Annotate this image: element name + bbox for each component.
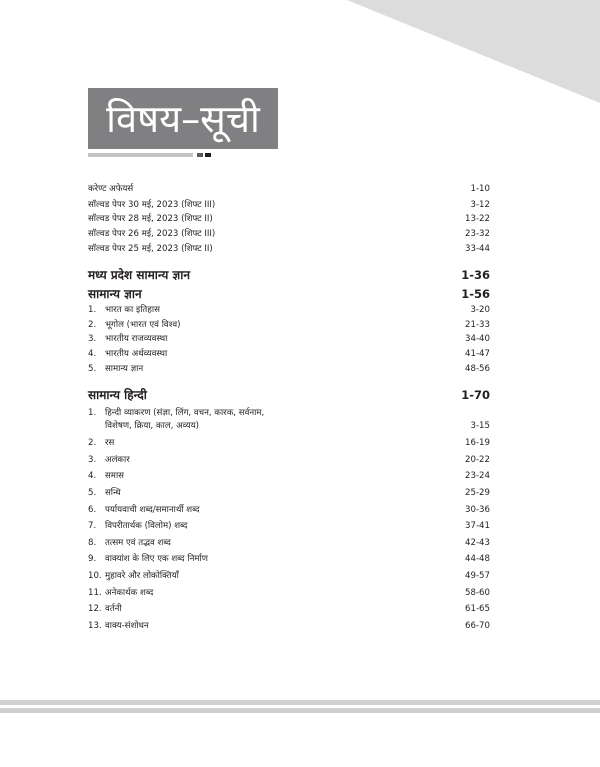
toc-item-number: 11. <box>88 588 102 598</box>
toc-entry-solved-paper[interactable] <box>88 200 490 211</box>
toc-entry-pages: 3-12 <box>470 200 490 210</box>
toc-item-label: अलंकार <box>105 455 130 465</box>
toc-item-pages: 23-24 <box>465 471 490 481</box>
toc-entry-solved-paper[interactable] <box>88 214 490 225</box>
title-underline-bar <box>88 153 193 157</box>
toc-item[interactable] <box>88 571 490 582</box>
toc-item[interactable] <box>88 364 490 375</box>
toc-item[interactable] <box>88 588 490 599</box>
page-title-text: विषय–सूची <box>106 96 260 141</box>
toc-entry-solved-paper[interactable] <box>88 244 490 255</box>
toc-item-label-block <box>105 408 264 432</box>
toc-item-label: वाक्यांश के लिए एक शब्द निर्माण <box>105 554 208 564</box>
toc-item[interactable] <box>88 455 490 466</box>
toc-item-number: 6. <box>88 505 97 515</box>
toc-entry-label: सॉल्वड पेपर 25 मई, 2023 (शिफ्ट II) <box>88 244 213 254</box>
toc-section-pages: 1-56 <box>461 287 490 301</box>
toc-item-pages: 61-65 <box>465 604 490 614</box>
toc-section-heading: सामान्य ज्ञान <box>88 287 142 301</box>
toc-item-label: रस <box>105 438 115 448</box>
toc-item-label: भारत का इतिहास <box>105 305 160 315</box>
toc-item-pages: 42-43 <box>465 538 490 548</box>
toc-item-pages: 3-15 <box>470 421 490 431</box>
toc-entry-label: सॉल्वड पेपर 28 मई, 2023 (शिफ्ट II) <box>88 214 213 224</box>
toc-item[interactable] <box>88 554 490 565</box>
toc-entry-current-affairs[interactable] <box>88 184 490 195</box>
toc-section-pages: 1-36 <box>461 268 490 282</box>
title-accent-square <box>205 153 211 157</box>
toc-item[interactable] <box>88 320 490 331</box>
toc-item-number: 5. <box>88 364 97 374</box>
toc-item-pages: 30-36 <box>465 505 490 515</box>
toc-item-pages: 41-47 <box>465 349 490 359</box>
toc-item-label: पर्यायवाची शब्द/समानार्थी शब्द <box>105 505 200 515</box>
toc-item-pages: 20-22 <box>465 455 490 465</box>
toc-entry-label: करेण्ट अफेयर्स <box>88 184 134 194</box>
toc-item[interactable] <box>88 505 490 516</box>
toc-item-label: तत्सम एवं तद्भव शब्द <box>105 538 171 548</box>
toc-item-pages: 25-29 <box>465 488 490 498</box>
toc-item-label: सामान्य ज्ञान <box>105 364 144 374</box>
toc-item-number: 1. <box>88 408 97 418</box>
toc-item-label: भूगोल (भारत एवं विश्व) <box>105 320 181 330</box>
toc-item[interactable] <box>88 334 490 345</box>
toc-item[interactable] <box>88 408 490 432</box>
toc-item-label: मुहावरे और लोकोक्तियाँ <box>105 571 179 581</box>
toc-item[interactable] <box>88 538 490 549</box>
toc-entry-label: सॉल्वड पेपर 30 मई, 2023 (शिफ्ट III) <box>88 200 216 210</box>
toc-item-label: अनेकार्थक शब्द <box>105 588 154 598</box>
title-accent-square <box>197 153 203 157</box>
toc-item-label: भारतीय अर्थव्यवस्था <box>105 349 168 359</box>
toc-item-pages: 49-57 <box>465 571 490 581</box>
toc-item-pages: 48-56 <box>465 364 490 374</box>
toc-item[interactable] <box>88 305 490 316</box>
toc-item-label: हिन्दी व्याकरण (संज्ञा, लिंग, वचन, कारक, सर्वनाम, <box>105 408 265 418</box>
toc-item[interactable] <box>88 488 490 499</box>
toc-entry-pages: 23-32 <box>465 229 490 239</box>
toc-item-number: 2. <box>88 320 97 330</box>
toc-item[interactable] <box>88 349 490 360</box>
page-title <box>88 88 278 149</box>
footer-rule <box>0 700 600 705</box>
toc-section-gk[interactable] <box>88 287 490 301</box>
toc-item[interactable] <box>88 521 490 532</box>
toc-item-pages: 3-20 <box>470 305 490 315</box>
toc-entry-pages: 33-44 <box>465 244 490 254</box>
toc-section-hindi[interactable] <box>88 388 490 402</box>
toc-item[interactable] <box>88 438 490 449</box>
toc-item-number: 7. <box>88 521 97 531</box>
toc-item-number: 5. <box>88 488 97 498</box>
toc-entry-solved-paper[interactable] <box>88 229 490 240</box>
toc-item-number: 2. <box>88 438 97 448</box>
toc-section-heading: मध्य प्रदेश सामान्य ज्ञान <box>88 268 191 282</box>
toc-item-number: 4. <box>88 349 97 359</box>
toc-item-number: 4. <box>88 471 97 481</box>
toc-item-label: वर्तनी <box>105 604 122 614</box>
toc-entry-pages: 1-10 <box>470 184 490 194</box>
footer-rule <box>0 708 600 713</box>
toc-section-mp-gk[interactable] <box>88 268 490 282</box>
toc-entry-label: सॉल्वड पेपर 26 मई, 2023 (शिफ्ट III) <box>88 229 216 239</box>
toc-section-heading: सामान्य हिन्दी <box>88 388 147 402</box>
toc-item-pages: 66-70 <box>465 621 490 631</box>
toc-item-label: सन्धि <box>105 488 121 498</box>
toc-item[interactable] <box>88 621 490 632</box>
toc-item-pages: 34-40 <box>465 334 490 344</box>
toc-item-pages: 21-33 <box>465 320 490 330</box>
toc-item-number: 1. <box>88 305 97 315</box>
toc-item-number: 12. <box>88 604 102 614</box>
toc-item-number: 3. <box>88 455 97 465</box>
toc-item[interactable] <box>88 604 490 615</box>
toc-item-label: विपरीतार्थक (विलोम) शब्द <box>105 521 188 531</box>
toc-item-number: 9. <box>88 554 97 564</box>
toc-item-label-line2: विशेषण, क्रिया, काल, अव्यय) <box>105 421 199 431</box>
toc-item-number: 3. <box>88 334 97 344</box>
toc-item-number: 10. <box>88 571 102 581</box>
toc-item-label: समास <box>105 471 124 481</box>
toc-item-label: भारतीय राजव्यवस्था <box>105 334 168 344</box>
toc-item-number: 13. <box>88 621 102 631</box>
toc-item-pages: 58-60 <box>465 588 490 598</box>
toc-entry-pages: 13-22 <box>465 214 490 224</box>
toc-item-pages: 37-41 <box>465 521 490 531</box>
toc-item-pages: 44-48 <box>465 554 490 564</box>
toc-section-pages: 1-70 <box>461 388 490 402</box>
toc-item-pages: 16-19 <box>465 438 490 448</box>
toc-item[interactable] <box>88 471 490 482</box>
toc-item-number: 8. <box>88 538 97 548</box>
toc-item-label: वाक्य-संशोधन <box>105 621 149 631</box>
